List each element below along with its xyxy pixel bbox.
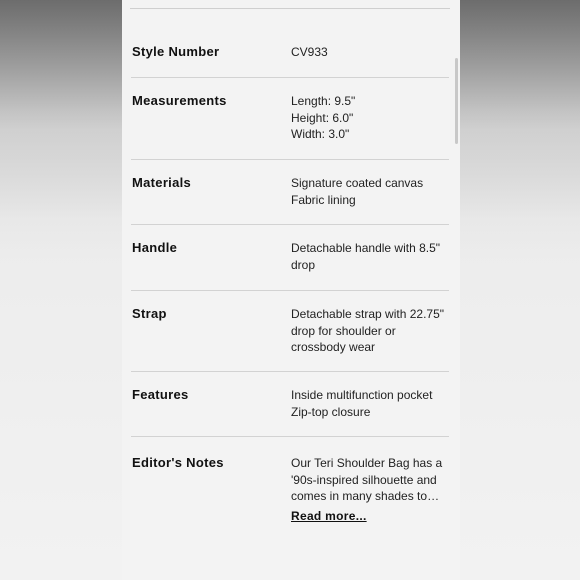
product-details-panel <box>122 0 460 580</box>
detail-value <box>291 387 449 420</box>
detail-value-line: '90s-inspired silhouette and <box>291 472 437 487</box>
detail-value-line: Our Teri Shoulder Bag has a <box>291 456 443 470</box>
detail-label: Features <box>132 387 189 402</box>
detail-label: Handle <box>132 240 178 255</box>
detail-label: Measurements <box>132 93 227 108</box>
detail-value <box>291 93 449 143</box>
detail-value <box>291 44 449 61</box>
detail-row-style-number <box>131 9 449 78</box>
detail-value-line: Detachable strap with 22.75" <box>291 307 445 321</box>
detail-row-handle <box>131 225 449 291</box>
details-list <box>131 9 449 557</box>
detail-value-line: Inside multifunction pocket <box>291 388 433 402</box>
detail-value <box>291 306 449 356</box>
read-more-link[interactable]: Read more... <box>291 508 367 523</box>
blurred-backdrop-right <box>460 0 580 580</box>
detail-label: Style Number <box>132 44 220 59</box>
detail-label: Editor's Notes <box>132 455 224 470</box>
detail-value-line: Fabric lining <box>291 192 356 207</box>
detail-value <box>291 455 449 524</box>
detail-label: Materials <box>132 175 192 190</box>
detail-row-editors-notes <box>131 437 449 557</box>
detail-row-measurements <box>131 78 449 160</box>
detail-value <box>291 175 449 208</box>
detail-row-features <box>131 372 449 437</box>
detail-value-line: Zip-top closure <box>291 404 371 419</box>
detail-value-line: Signature coated canvas <box>291 176 424 190</box>
detail-value-line: Height: 6.0" <box>291 110 354 125</box>
detail-value-line: comes in many shades to… <box>291 489 440 503</box>
detail-value <box>291 240 449 273</box>
detail-value-line: drop for shoulder or <box>291 323 396 338</box>
detail-value-line: Detachable handle with 8.5" <box>291 241 441 255</box>
detail-value-line: Width: 3.0" <box>291 127 350 141</box>
scrollbar-thumb[interactable] <box>455 58 458 144</box>
detail-value-line: Length: 9.5" <box>291 94 356 108</box>
detail-value-line: drop <box>291 257 316 272</box>
detail-value-line: crossbody wear <box>291 340 376 354</box>
detail-label: Strap <box>132 306 167 321</box>
detail-row-strap <box>131 291 449 372</box>
blurred-backdrop-left <box>0 0 122 580</box>
detail-value-line: CV933 <box>291 45 328 59</box>
detail-row-materials <box>131 160 449 225</box>
